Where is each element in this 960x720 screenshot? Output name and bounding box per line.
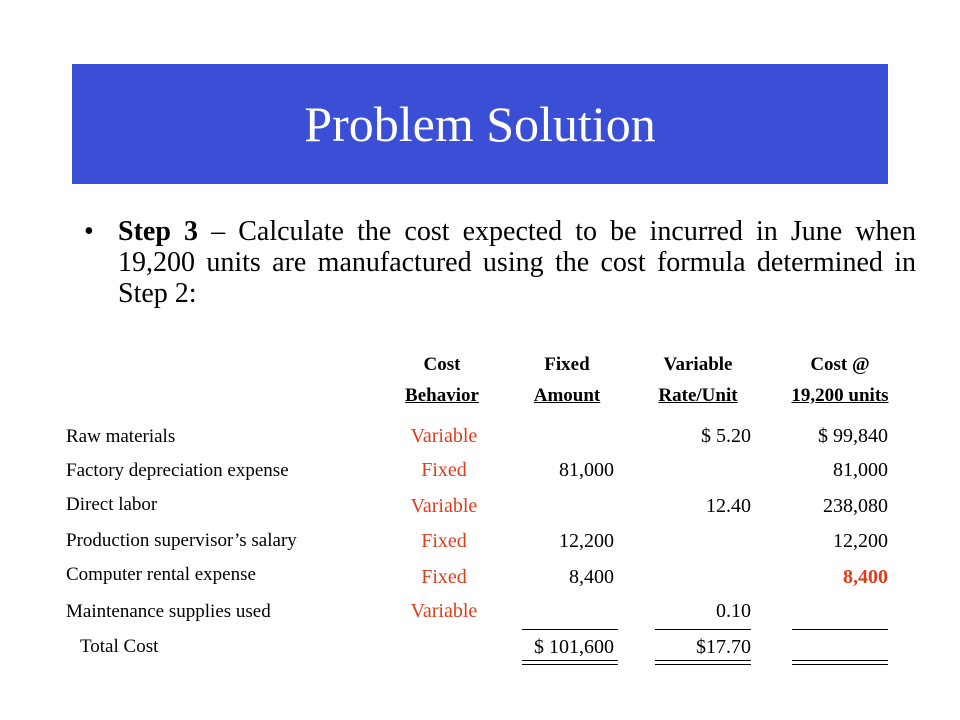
total-double-line-cost-bottom xyxy=(792,664,888,665)
subtotal-line-rate xyxy=(655,629,751,630)
total-double-line-fixed-top xyxy=(522,660,618,661)
row-label: Maintenance supplies used xyxy=(66,601,271,622)
row-cost: 81,000 xyxy=(833,459,888,481)
total-fixed: $ 101,600 xyxy=(534,636,614,658)
subtotal-line-fixed xyxy=(522,629,618,630)
bullet-point xyxy=(80,216,916,309)
row-label: Direct labor xyxy=(66,494,158,515)
row-cost: 12,200 xyxy=(833,530,888,552)
total-rate: $17.70 xyxy=(696,636,751,658)
row-behavior: Variable xyxy=(410,425,478,447)
row-cost: $ 99,840 xyxy=(818,425,888,447)
row-cost: 8,400 xyxy=(843,566,888,588)
row-fixed: 12,200 xyxy=(559,530,614,552)
row-label: Raw materials xyxy=(66,426,176,447)
total-double-line-rate-top xyxy=(655,660,751,661)
total-double-line-rate-bottom xyxy=(655,664,751,665)
total-double-line-cost-top xyxy=(792,660,888,661)
bullet-text xyxy=(118,216,916,309)
row-rate: 12.40 xyxy=(706,495,751,517)
row-behavior: Fixed xyxy=(421,566,467,588)
subtotal-line-cost xyxy=(792,629,888,630)
title-banner xyxy=(72,64,888,184)
total-label: Total Cost xyxy=(80,636,159,657)
step-label: Step 3 xyxy=(118,216,199,247)
row-rate: 0.10 xyxy=(716,600,751,622)
row-fixed: 81,000 xyxy=(559,459,614,481)
row-behavior: Variable xyxy=(410,600,478,622)
bullet-dot: • xyxy=(84,216,94,247)
row-behavior: Fixed xyxy=(421,459,467,481)
row-behavior: Variable xyxy=(410,495,478,517)
row-rate: $ 5.20 xyxy=(701,425,751,447)
total-double-line-fixed-bottom xyxy=(522,664,618,665)
header-variable-rate: Variable Rate/Unit xyxy=(658,354,738,406)
row-label: Factory depreciation expense xyxy=(66,460,289,481)
row-behavior: Fixed xyxy=(421,530,467,552)
header-cost-behavior: Cost Behavior xyxy=(405,354,479,406)
row-cost: 238,080 xyxy=(823,495,888,517)
header-fixed-amount: Fixed Amount xyxy=(533,354,601,406)
step-description: – Calculate the cost expected to be incurred in June when 19,200 units are manufactured using the cost formula determined in Step 2: xyxy=(118,216,916,309)
row-label: Production supervisor’s salary xyxy=(66,530,297,551)
row-label: Computer rental expense xyxy=(66,564,256,585)
slide-title: Problem Solution xyxy=(304,96,656,152)
header-cost-at-units: Cost @ 19,200 units xyxy=(791,354,889,406)
row-fixed: 8,400 xyxy=(569,566,614,588)
